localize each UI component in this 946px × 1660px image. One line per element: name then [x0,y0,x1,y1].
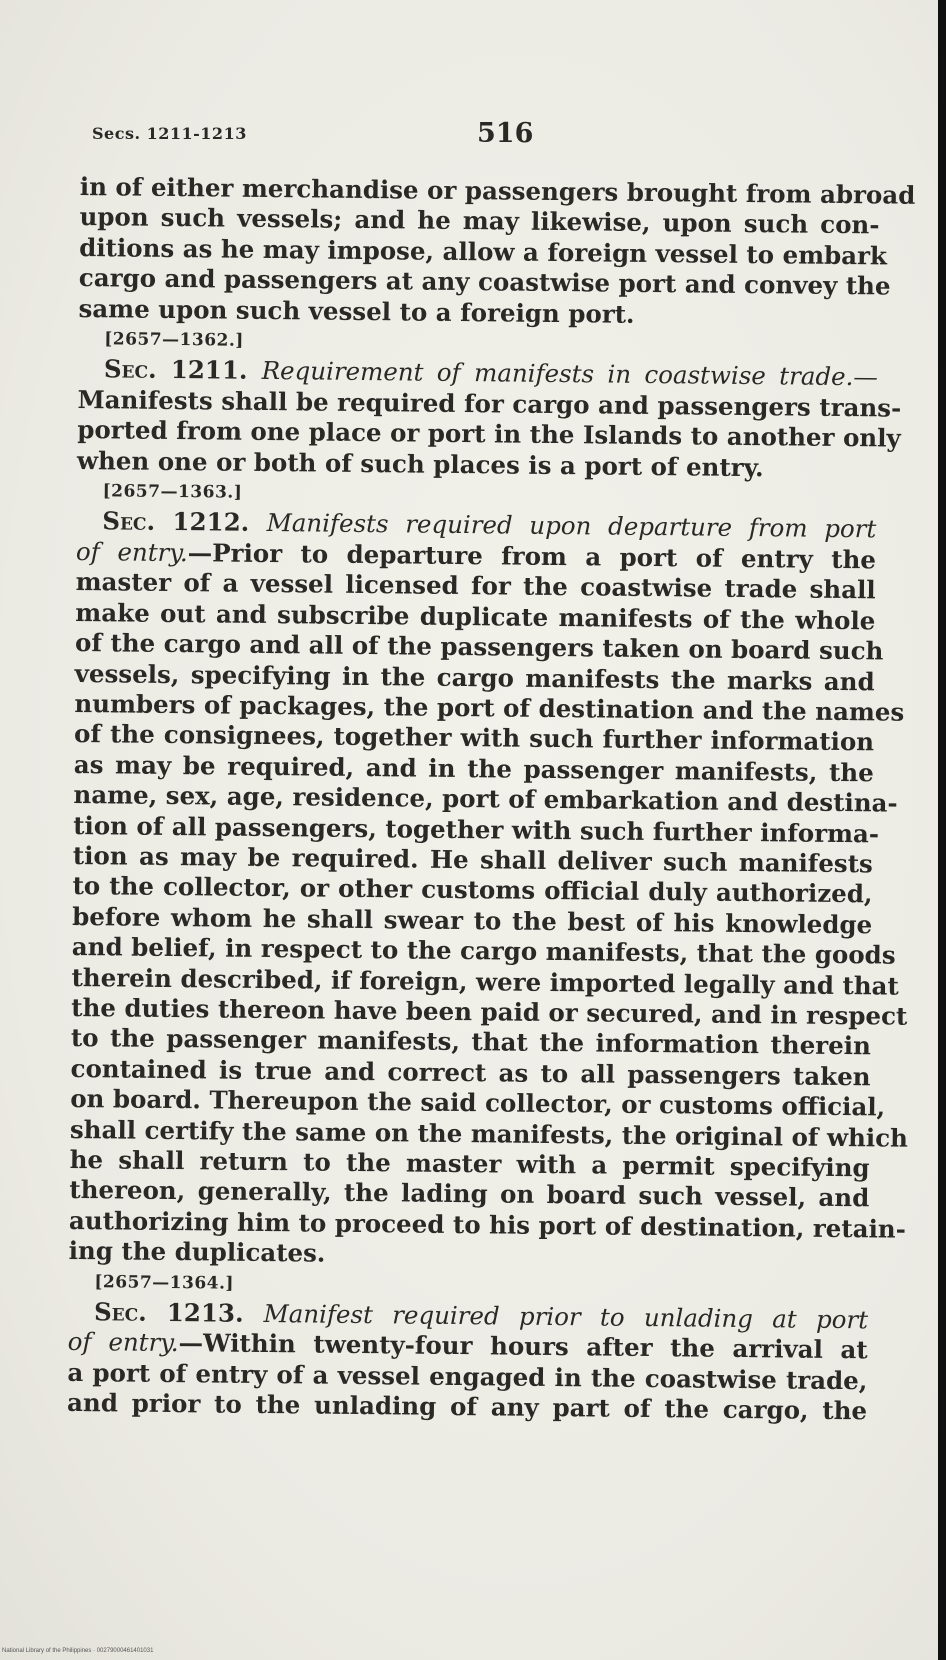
text-line: name, sex, age, residence, port of embarkation and destina- [73,780,898,818]
section-title: Manifests required upon departure from port [266,508,877,544]
text-line: cargo and passengers at any coastwise port and convey the [78,263,891,301]
text-line: authorizing him to proceed to his port of destination, retain- [68,1205,907,1244]
text-line: before whom he shall swear to the best of his knowledge [72,901,873,940]
text-line: ditions as he may impose, allow a foreign vessel to embark [79,232,888,271]
text-line: tion of all passengers, together with such further informa- [73,810,880,848]
text-line: numbers of packages, the port of destination and the names [74,688,905,727]
scan-edge [938,0,946,1660]
text-line: to the collector, or other customs official duly authorized, [72,871,873,909]
text-line: therein described, if foreign, were imported legally and that [71,962,899,1001]
text-line: of the cargo and all of the passengers taken on board such [74,628,884,666]
text-line: a port of entry of a vessel engaged in the coastwise trade, [67,1357,868,1396]
text-line: of entry.—Within twenty-four hours after the arrival at [67,1327,868,1365]
text-line: thereon, generally, the lading on board such vessel, and [69,1175,870,1213]
text-line: shall certify the same on the manifests, the original of which [69,1114,909,1153]
text-line: tion as may be required. He shall deliver such manifests [72,840,873,879]
citation: [2657—1364.] [94,1271,235,1294]
scan-footer: National Library of the Philippines · 00279000461401031 [2,1648,154,1654]
text-line: to the passenger manifests, that the information therein [70,1023,872,1061]
section-number: Sec. 1213. [93,1297,244,1328]
section-number: Sec. 1211. [103,354,248,386]
text-line: the duties thereon have been paid or secured, and in respect [71,992,908,1031]
running-header [92,118,872,158]
text-line: when one or both of such places is a port of entry. [76,445,764,482]
page-number: 516 [477,118,534,149]
text-line: in of either merchandise or passengers brought from abroad [79,172,916,210]
section-title: Requirement of manifests in coastwise trade.— [261,356,879,392]
section-title-cont: of entry. [67,1327,179,1358]
text-line: on board. Thereupon the said collector, or customs official, [70,1084,886,1122]
section-range: Secs. 1211-1213 [92,124,247,143]
text-line: contained is true and correct as to all passengers taken [70,1053,871,1092]
text-line: Manifests shall be required for cargo and passengers trans- [77,384,902,423]
section-title-cont: of entry. [75,536,188,568]
citation: [2657—1363.] [102,481,243,503]
text-line: vessels, specifying in the cargo manifests the marks and [74,658,875,696]
section-number: Sec. 1212. [102,506,250,538]
text-line: as may be required, and in the passenger manifests, the [73,749,874,788]
text-line: of the consignees, together with such further information [73,719,875,757]
text-line: he shall return to the master with a permit specifying [69,1144,870,1183]
text-line: ing the duplicates. [68,1236,326,1268]
text-line: same upon such vessel to a foreign port. [78,293,635,329]
text-line: of entry.—Prior to departure from a port of entry the [75,536,877,575]
text-line: and prior to the unlading of any part of the cargo, the [66,1388,868,1426]
page-body [66,172,916,1427]
text-line: make out and subscribe duplicate manifests of the whole [75,597,876,636]
text-line: upon such vessels; and he may likewise, upon such con- [79,202,880,240]
text-line: and belief, in respect to the cargo manifests, that the goods [71,932,896,970]
section-title: Manifest required prior to unlading at port [263,1299,869,1335]
text-line: ported from one place or port in the Islands to another only [77,415,901,453]
text-line: master of a vessel licensed for the coastwise trade shall [75,567,876,605]
citation: [2657—1362.] [104,329,244,351]
